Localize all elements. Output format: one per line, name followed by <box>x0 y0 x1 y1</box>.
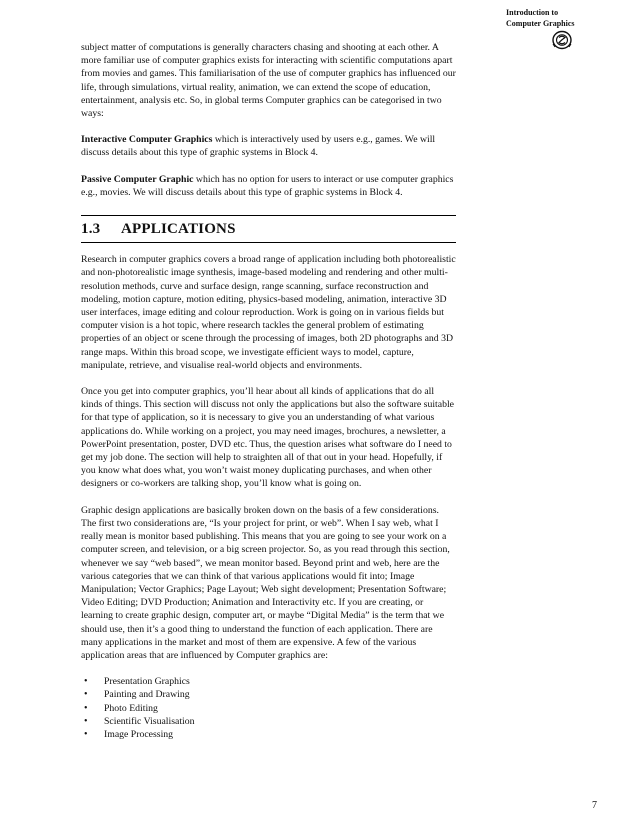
interactive-description: which is interactively used by users e.g., games. We will discuss details about this type of graphic systems in Block 4. <box>81 134 436 159</box>
section-number: 1.3 <box>81 221 101 238</box>
body-paragraph-2: Once you get into computer graphics, you’ll hear about all kinds of applications that do all kinds of things. This section will discuss not only the applications but also the software suitable for that type of application, so it is necessary to give you an understanding of what various applications do. While working on a project, you may need images, brochures, a newsletter, a PowerPoint presentation, poster, DVD etc. Thus, the question arises what software do I need to get my job done. The section will help to straighten all of that out in your head. Hopefully, if you know what does what, you won’t waist money duplicating purchases, and when other designers or co-workers are talking shop, you’ll know what is going on. <box>81 386 454 490</box>
list-item: • Scientific Visualisation <box>81 715 456 728</box>
page-number: 7 <box>592 800 597 811</box>
list-item: • Image Processing <box>81 728 456 741</box>
body-paragraph-1: Research in computer graphics covers a broad range of application including both photorealistic and non-photorealistic image synthesis, image-based modeling and rendering and other multi-resolution methods, curve and surface design, range scanning, surface reconstruction and modeling, motion capture, motion editing, physics-based modeling, animation, interactive 3D user interfaces, image editing and colour reproduction. Work is going on in various fields but computer vision is a hot topic, where research tackles the general problem of estimating properties of an object or scene through the processing of images, both 2D photographs and 3D range maps. Within this broad scope, we investigate efficient ways to model, capture, manipulate, retrieve, and visualise real-world objects and environments. <box>81 254 456 371</box>
intro-paragraph: subject matter of computations is generally characters chasing and shooting at each other. A more familiar use of computer graphics exists for interacting with scientific computations apart from movies and games. This familiarisation of the use of computer graphics has influenced our life, through simulations, virtual reality, animation, we can extend the scope of education, entertainment, analysis etc. So, in global terms Computer graphics can be categorised in two ways: <box>81 42 456 120</box>
section-rule-bottom <box>81 242 456 243</box>
section-title: APPLICATIONS <box>121 221 236 238</box>
university-emblem-icon <box>551 30 573 50</box>
interactive-definition <box>81 133 456 159</box>
running-header <box>506 7 626 29</box>
page-content <box>81 41 456 742</box>
list-item: • Presentation Graphics <box>81 675 456 688</box>
list-item: • Photo Editing <box>81 702 456 715</box>
section-heading <box>81 216 456 242</box>
passive-term: Passive Computer Graphic <box>81 173 194 185</box>
passive-description: which has no option for users to interact or use computer graphics e.g., movies. We will discuss details about this type of graphic systems in Block 4. <box>81 173 454 198</box>
header-line-2: Computer Graphics <box>506 19 575 28</box>
applications-list <box>81 675 456 741</box>
interactive-term: Interactive Computer Graphics <box>81 134 213 146</box>
passive-definition <box>81 173 456 199</box>
body-paragraph-3: Graphic design applications are basically broken down on the basis of a few considerations. The first two considerations are, “Is your project for print, or web”. When I say web, what I really mean is monitor based publishing. This means that you are going to see your work on a computer screen, and television, or a big screen projector. So, as you read through this section, whenever we say “web based”, we mean monitor based. Beyond print and web, here are the various categories that we can think of that various applications would fit into; Image Manipulation; Vector Graphics; Page Layout; Web sight development; Presentation Software; Video Editing; DVD Production; Animation and Interactivity etc. If you are creating, or learning to create graphic design, computer art, or maybe “Digital Media” is the term that we should use, then it’s a good thing to understand the function of each application. There are many applications in the market and most of them are expensive. A few of the various application areas that are influenced by Computer graphics are: <box>81 504 450 661</box>
list-item: • Painting and Drawing <box>81 688 456 701</box>
header-line-1: Introduction to <box>506 8 559 17</box>
